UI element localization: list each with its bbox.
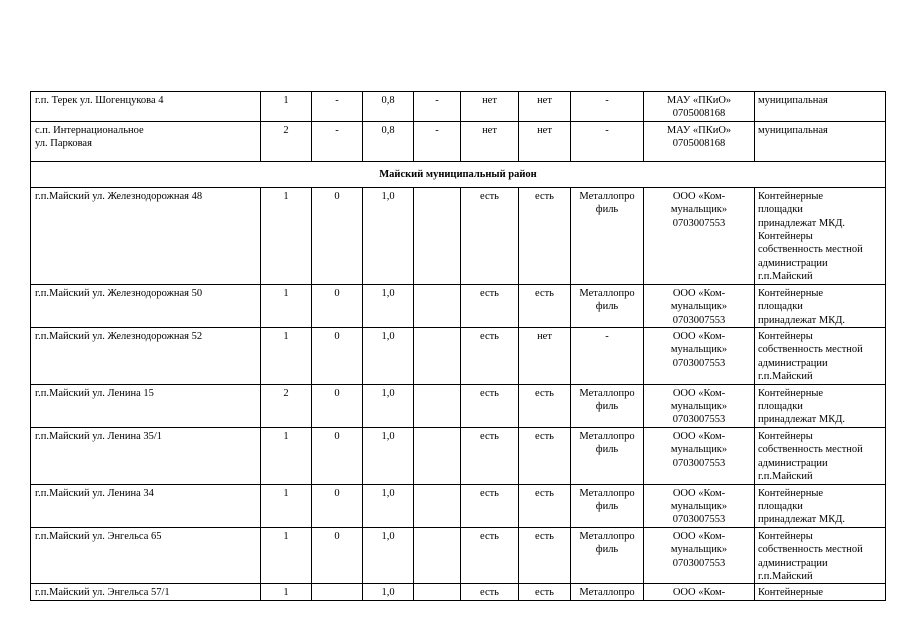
count-cell: 1 bbox=[261, 584, 312, 600]
col7-cell: нет bbox=[519, 121, 571, 161]
operator-line: ООО «Ком- bbox=[672, 331, 726, 343]
surface-line: Металлопро bbox=[579, 587, 635, 599]
col3-cell: - bbox=[312, 121, 363, 161]
col7-cell: есть bbox=[519, 527, 571, 584]
operator-cell bbox=[644, 427, 755, 484]
address-cell bbox=[31, 121, 261, 161]
ownership-line: принадлежат МКД. bbox=[758, 314, 845, 326]
ownership-cell bbox=[755, 384, 886, 427]
surface-line: филь bbox=[595, 544, 619, 556]
ownership-line: собственность местной bbox=[758, 344, 863, 356]
operator-line: мунальщик» bbox=[670, 301, 728, 313]
surface-cell bbox=[571, 121, 644, 161]
operator-cell bbox=[644, 584, 755, 600]
operator-line: ООО «Ком- bbox=[672, 530, 726, 542]
surface-line: Металлопро bbox=[579, 530, 635, 542]
ownership-line: Контейнеры bbox=[758, 331, 813, 343]
ownership-cell bbox=[755, 484, 886, 527]
volume-cell: 1,0 bbox=[363, 187, 414, 284]
col5-cell bbox=[414, 328, 461, 385]
ownership-line: г.п.Майский bbox=[758, 371, 813, 383]
ownership-line: площадки bbox=[758, 401, 803, 413]
operator-line: ООО «Ком- bbox=[672, 587, 726, 599]
address-cell bbox=[31, 484, 261, 527]
address-cell bbox=[31, 584, 261, 600]
operator-line: МАУ «ПКиО» bbox=[666, 95, 732, 106]
ownership-cell bbox=[755, 427, 886, 484]
address-line: г.п.Майский ул. Ленина 34 bbox=[35, 487, 154, 499]
col7-cell: есть bbox=[519, 187, 571, 284]
volume-cell: 0,8 bbox=[363, 121, 414, 161]
col6-cell: есть bbox=[461, 384, 519, 427]
surface-line: филь bbox=[595, 444, 619, 456]
address-cell bbox=[31, 187, 261, 284]
operator-line: 0703007553 bbox=[672, 314, 726, 326]
col6-cell: есть bbox=[461, 187, 519, 284]
ownership-line: Контейнерные bbox=[758, 387, 824, 399]
col3-cell: 0 bbox=[312, 484, 363, 527]
address-line: ул. Парковая bbox=[35, 138, 92, 150]
operator-line: 0705008168 bbox=[672, 138, 726, 150]
surface-line: филь bbox=[595, 301, 619, 313]
operator-line: ООО «Ком- bbox=[672, 487, 726, 499]
operator-cell bbox=[644, 284, 755, 327]
col6-cell: есть bbox=[461, 527, 519, 584]
col6-cell: нет bbox=[461, 92, 519, 122]
col5-cell bbox=[414, 584, 461, 600]
operator-line: мунальщик» bbox=[670, 444, 728, 456]
operator-line: мунальщик» bbox=[670, 204, 728, 216]
col6-cell: есть bbox=[461, 328, 519, 385]
operator-line: 0703007553 bbox=[672, 557, 726, 569]
col3-cell: - bbox=[312, 92, 363, 122]
count-cell: 1 bbox=[261, 284, 312, 327]
operator-line: мунальщик» bbox=[670, 500, 728, 512]
col5-cell bbox=[414, 484, 461, 527]
col3-cell: 0 bbox=[312, 284, 363, 327]
container-sites-table bbox=[30, 91, 886, 601]
ownership-line: принадлежат МКД. bbox=[758, 514, 845, 526]
col6-cell: есть bbox=[461, 484, 519, 527]
ownership-line: Контейнеры bbox=[758, 231, 813, 243]
col7-cell: есть bbox=[519, 484, 571, 527]
table-row bbox=[31, 384, 886, 427]
ownership-line: муниципальная bbox=[758, 95, 828, 106]
table-row bbox=[31, 328, 886, 385]
surface-line: - bbox=[605, 331, 609, 343]
table-body-top bbox=[31, 92, 886, 162]
col3-cell: 0 bbox=[312, 427, 363, 484]
table-row bbox=[31, 427, 886, 484]
col7-cell: есть bbox=[519, 584, 571, 600]
surface-line: - bbox=[605, 95, 609, 106]
address-cell bbox=[31, 284, 261, 327]
address-line: г.п.Майский ул. Энгельса 57/1 bbox=[35, 587, 170, 599]
surface-cell bbox=[571, 92, 644, 122]
ownership-line: собственность местной bbox=[758, 444, 863, 456]
volume-cell: 1,0 bbox=[363, 484, 414, 527]
address-line: г.п.Майский ул. Ленина 15 bbox=[35, 387, 154, 399]
col6-cell: есть bbox=[461, 284, 519, 327]
volume-cell: 1,0 bbox=[363, 384, 414, 427]
ownership-line: г.п.Майский bbox=[758, 271, 813, 283]
section-title: Майский муниципальный район bbox=[31, 161, 886, 187]
col6-cell: есть bbox=[461, 584, 519, 600]
operator-line: мунальщик» bbox=[670, 344, 728, 356]
volume-cell: 1,0 bbox=[363, 328, 414, 385]
ownership-line: собственность местной bbox=[758, 244, 863, 256]
ownership-cell bbox=[755, 584, 886, 600]
table-body-bottom bbox=[31, 187, 886, 600]
col7-cell: нет bbox=[519, 328, 571, 385]
surface-line: Металлопро bbox=[579, 387, 635, 399]
operator-line: 0703007553 bbox=[672, 357, 726, 369]
operator-line: 0705008168 bbox=[672, 108, 726, 120]
col6-cell: есть bbox=[461, 427, 519, 484]
address-line: с.п. Интернациональное bbox=[35, 124, 144, 136]
surface-line: филь bbox=[595, 204, 619, 216]
table-row bbox=[31, 121, 886, 161]
col5-cell bbox=[414, 527, 461, 584]
operator-line: ООО «Ком- bbox=[672, 287, 726, 299]
count-cell: 2 bbox=[261, 121, 312, 161]
ownership-line: собственность местной bbox=[758, 544, 863, 556]
table-row bbox=[31, 484, 886, 527]
volume-cell: 0,8 bbox=[363, 92, 414, 122]
operator-line: 0703007553 bbox=[672, 457, 726, 469]
count-cell: 1 bbox=[261, 484, 312, 527]
operator-line: ООО «Ком- bbox=[672, 190, 726, 202]
operator-cell bbox=[644, 121, 755, 161]
col5-cell bbox=[414, 187, 461, 284]
operator-cell bbox=[644, 328, 755, 385]
ownership-line: администрации bbox=[758, 457, 828, 469]
address-cell bbox=[31, 92, 261, 122]
surface-line: филь bbox=[595, 401, 619, 413]
table-row bbox=[31, 187, 886, 284]
surface-line: Металлопро bbox=[579, 287, 635, 299]
surface-cell bbox=[571, 584, 644, 600]
col3-cell: 0 bbox=[312, 384, 363, 427]
ownership-line: Контейнерные bbox=[758, 587, 824, 599]
col3-cell: 0 bbox=[312, 328, 363, 385]
col3-cell bbox=[312, 584, 363, 600]
operator-line: ООО «Ком- bbox=[672, 387, 726, 399]
table-row bbox=[31, 527, 886, 584]
operator-cell bbox=[644, 527, 755, 584]
surface-cell bbox=[571, 484, 644, 527]
volume-cell: 1,0 bbox=[363, 584, 414, 600]
operator-line: мунальщик» bbox=[670, 544, 728, 556]
col5-cell: - bbox=[414, 121, 461, 161]
count-cell: 1 bbox=[261, 427, 312, 484]
operator-cell bbox=[644, 384, 755, 427]
address-line: г.п.Майский ул. Железнодорожная 50 bbox=[35, 287, 203, 299]
count-cell: 2 bbox=[261, 384, 312, 427]
operator-line: ООО «Ком- bbox=[672, 430, 726, 442]
address-cell bbox=[31, 328, 261, 385]
col7-cell: нет bbox=[519, 92, 571, 122]
col3-cell: 0 bbox=[312, 187, 363, 284]
address-cell bbox=[31, 427, 261, 484]
surface-line: - bbox=[605, 124, 609, 136]
surface-cell bbox=[571, 384, 644, 427]
ownership-line: администрации bbox=[758, 357, 828, 369]
operator-line: 0703007553 bbox=[672, 217, 726, 229]
operator-cell bbox=[644, 92, 755, 122]
count-cell: 1 bbox=[261, 527, 312, 584]
table-row bbox=[31, 584, 886, 600]
address-line: г.п.Майский ул. Ленина 35/1 bbox=[35, 430, 163, 442]
operator-cell bbox=[644, 484, 755, 527]
col5-cell bbox=[414, 284, 461, 327]
section-header-row bbox=[31, 161, 886, 187]
document-page bbox=[30, 91, 886, 601]
ownership-cell bbox=[755, 92, 886, 122]
col3-cell: 0 bbox=[312, 527, 363, 584]
surface-line: Металлопро bbox=[579, 190, 635, 202]
ownership-cell bbox=[755, 187, 886, 284]
ownership-line: г.п.Майский bbox=[758, 471, 813, 483]
ownership-line: г.п.Майский bbox=[758, 570, 813, 582]
surface-cell bbox=[571, 427, 644, 484]
operator-cell bbox=[644, 187, 755, 284]
address-line: г.п.Майский ул. Энгельса 65 bbox=[35, 530, 162, 542]
ownership-line: площадки bbox=[758, 301, 803, 313]
ownership-line: Контейнеры bbox=[758, 430, 813, 442]
ownership-cell bbox=[755, 121, 886, 161]
ownership-line: Контейнерные bbox=[758, 287, 824, 299]
address-line: г.п. Терек ул. Шогенцукова 4 bbox=[35, 95, 164, 106]
ownership-line: Контейнерные bbox=[758, 190, 824, 202]
count-cell: 1 bbox=[261, 187, 312, 284]
ownership-line: администрации bbox=[758, 257, 828, 269]
ownership-line: Контейнерные bbox=[758, 487, 824, 499]
col5-cell bbox=[414, 427, 461, 484]
col7-cell: есть bbox=[519, 384, 571, 427]
surface-cell bbox=[571, 328, 644, 385]
col7-cell: есть bbox=[519, 427, 571, 484]
operator-line: МАУ «ПКиО» bbox=[666, 124, 732, 136]
address-cell bbox=[31, 527, 261, 584]
ownership-line: Контейнеры bbox=[758, 530, 813, 542]
address-line: г.п.Майский ул. Железнодорожная 48 bbox=[35, 190, 203, 202]
address-cell bbox=[31, 384, 261, 427]
ownership-line: площадки bbox=[758, 204, 803, 216]
ownership-cell bbox=[755, 527, 886, 584]
ownership-line: принадлежат МКД. bbox=[758, 414, 845, 426]
section-header-body bbox=[31, 161, 886, 187]
volume-cell: 1,0 bbox=[363, 427, 414, 484]
volume-cell: 1,0 bbox=[363, 284, 414, 327]
surface-line: Металлопро bbox=[579, 487, 635, 499]
ownership-line: муниципальная bbox=[758, 124, 828, 136]
ownership-line: администрации bbox=[758, 557, 828, 569]
ownership-cell bbox=[755, 284, 886, 327]
count-cell: 1 bbox=[261, 92, 312, 122]
operator-line: 0703007553 bbox=[672, 414, 726, 426]
ownership-line: принадлежат МКД. bbox=[758, 217, 845, 229]
count-cell: 1 bbox=[261, 328, 312, 385]
volume-cell: 1,0 bbox=[363, 527, 414, 584]
surface-line: филь bbox=[595, 500, 619, 512]
operator-line: мунальщик» bbox=[670, 401, 728, 413]
address-line: г.п.Майский ул. Железнодорожная 52 bbox=[35, 331, 203, 343]
col5-cell bbox=[414, 384, 461, 427]
col7-cell: есть bbox=[519, 284, 571, 327]
col5-cell: - bbox=[414, 92, 461, 122]
table-row bbox=[31, 284, 886, 327]
surface-cell bbox=[571, 284, 644, 327]
surface-line: Металлопро bbox=[579, 430, 635, 442]
ownership-cell bbox=[755, 328, 886, 385]
surface-cell bbox=[571, 187, 644, 284]
col6-cell: нет bbox=[461, 121, 519, 161]
table-row bbox=[31, 92, 886, 122]
surface-cell bbox=[571, 527, 644, 584]
ownership-line: площадки bbox=[758, 500, 803, 512]
operator-line: 0703007553 bbox=[672, 514, 726, 526]
